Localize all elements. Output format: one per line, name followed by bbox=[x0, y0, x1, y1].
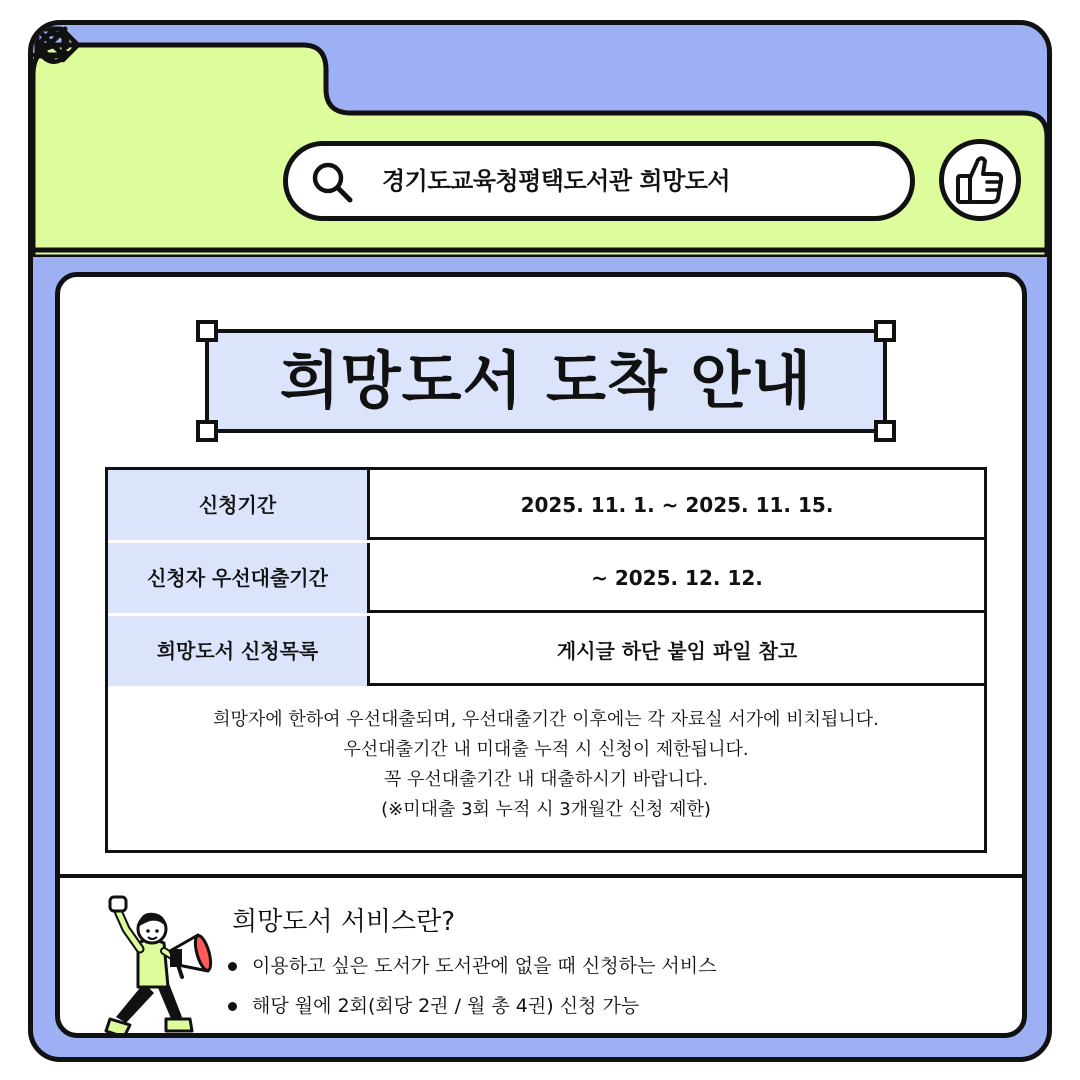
table-row bbox=[108, 616, 984, 686]
bullet-icon bbox=[228, 1002, 237, 1011]
service-list bbox=[228, 951, 716, 1031]
table-row bbox=[108, 543, 984, 613]
notice-line: 우선대출기간 내 미대출 누적 시 신청이 제한됩니다. bbox=[343, 739, 749, 760]
section-divider bbox=[60, 874, 1022, 878]
browser-toolbar bbox=[33, 25, 1047, 257]
bullet-icon bbox=[228, 962, 237, 971]
table-row bbox=[108, 470, 984, 540]
browser-window bbox=[28, 20, 1052, 1062]
notice-line: 꼭 우선대출기간 내 대출하시기 바랍니다. bbox=[383, 769, 709, 790]
service-title: 희망도서 서비스란? bbox=[232, 907, 455, 937]
row-value-book-list: 게시글 하단 붙임 파일 참고 bbox=[556, 639, 798, 663]
megaphone-person-illustration bbox=[104, 889, 224, 1038]
notice-text bbox=[108, 689, 984, 850]
list-item-text: 해당 월에 2회(회당 2권 / 월 총 4권) 신청 가능 bbox=[252, 995, 640, 1017]
row-label-period: 신청기간 bbox=[108, 470, 370, 540]
list-item bbox=[228, 991, 716, 1031]
row-label-priority-loan: 신청자 우선대출기간 bbox=[108, 543, 370, 613]
content-panel bbox=[55, 272, 1027, 1038]
page-title: 희망도서 도착 안내 bbox=[279, 344, 813, 417]
row-value-priority-loan: ~ 2025. 12. 12. bbox=[591, 566, 763, 590]
list-item bbox=[228, 951, 716, 991]
list-item-text: 이용하고 싶은 도서가 도서관에 없을 때 신청하는 서비스 bbox=[252, 955, 717, 977]
address-text: 경기도교육청평택도서관 희망도서 bbox=[382, 167, 731, 195]
like-button[interactable] bbox=[939, 139, 1021, 221]
notice-line: 희망자에 한하여 우선대출되며, 우선대출기간 이후에는 각 자료실 서가에 비치됩니다. bbox=[213, 709, 879, 730]
search-icon bbox=[310, 160, 354, 204]
row-value-period: 2025. 11. 1. ~ 2025. 11. 15. bbox=[520, 493, 834, 517]
address-bar[interactable] bbox=[283, 141, 915, 221]
thumbs-up-icon bbox=[954, 152, 1006, 208]
reload-icon[interactable] bbox=[33, 25, 77, 69]
notice-line: (※미대출 3회 누적 시 3개월간 신청 제한) bbox=[381, 799, 711, 820]
info-table bbox=[105, 467, 987, 853]
row-label-book-list: 희망도서 신청목록 bbox=[108, 616, 370, 686]
title-frame bbox=[205, 329, 887, 433]
